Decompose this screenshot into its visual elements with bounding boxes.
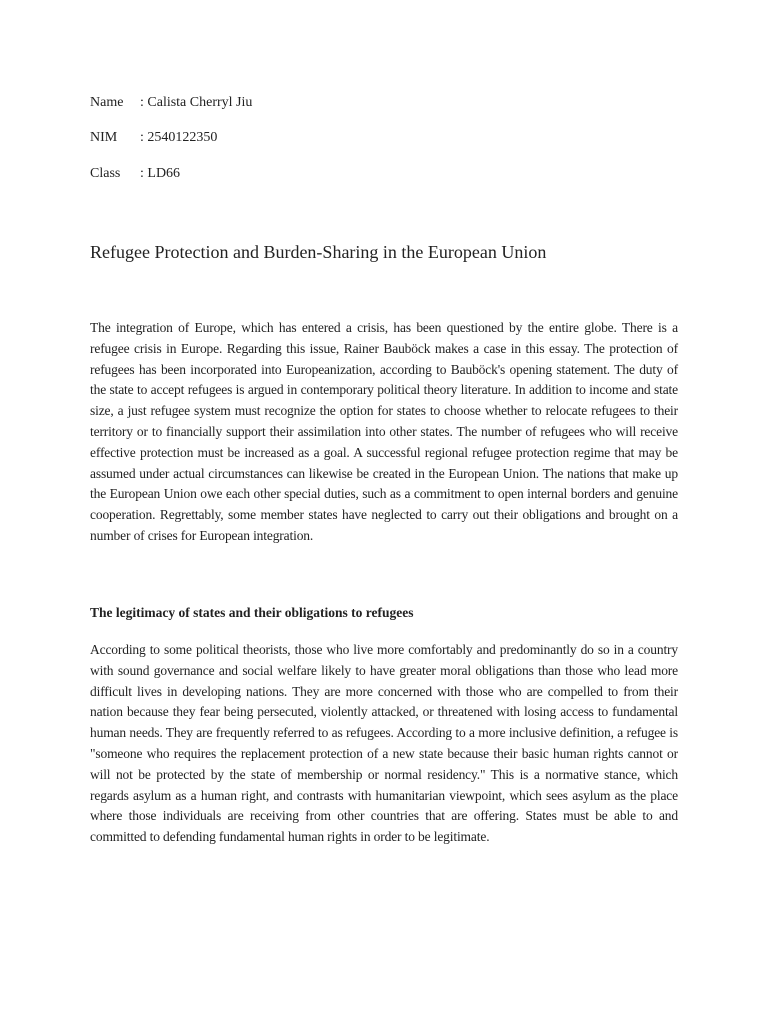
student-name-row [90,94,252,112]
student-class-row [90,165,180,183]
document-title: Refugee Protection and Burden-Sharing in the European Union [90,242,547,262]
name-value: : Calista Cherryl Jiu [140,95,253,110]
section-heading: The legitimacy of states and their obligations to refugees [90,605,414,620]
name-label: Name [90,95,124,110]
section-paragraph: According to some political theorists, those who live more comfortably and predominantly do so in a country with sound governance and social welfare likely to have greater moral obligations than those who lead more difficult lives in developing nations. They are more concerned with those who are compelled to from their nation because they fear being persecuted, violently attacked, or threatened with losing access to fundamental human needs. They are frequently referred to as refugees. According to a more inclusive definition, a refugee is "someone who requires the replacement protection of a new state because their basic human rights cannot or will not be protected by the state of membership or normal residency." This is a normative stance, which regards asylum as a human right, and contrasts with humanitarian viewpoint, which sees asylum as the place where those individuals are receiving from other countries that are offering. States must be able to and committed to defending fundamental human rights in order to be legitimate. [90,642,678,845]
intro-paragraph: The integration of Europe, which has entered a crisis, has been questioned by the entire globe. There is a refugee crisis in Europe. Regarding this issue, Rainer Bauböck makes a case in this essay. The protection of refugees has been incorporated into Europeanization, according to Bauböck's opening statement. The duty of the state to accept refugees is argued in contemporary political theory literature. In addition to income and state size, a just refugee system must recognize the option for states to choose whether to relocate refugees to their territory or to financially support their assimilation into other states. The number of refugees who will receive effective protection must be increased as a goal. A successful regional refugee protection regime that may be assumed under actual circumstances can likewise be created in the European Union. The nations that make up the European Union owe each other special duties, such as a commitment to open internal borders and genuine cooperation. Regrettably, some member states have neglected to carry out their obligations and brought on a number of crises for European integration. [90,320,678,543]
nim-label: NIM [90,130,118,145]
class-label: Class [90,166,121,181]
student-nim-row [90,129,217,147]
nim-value: : 2540122350 [140,130,218,145]
class-value: : LD66 [140,166,181,181]
